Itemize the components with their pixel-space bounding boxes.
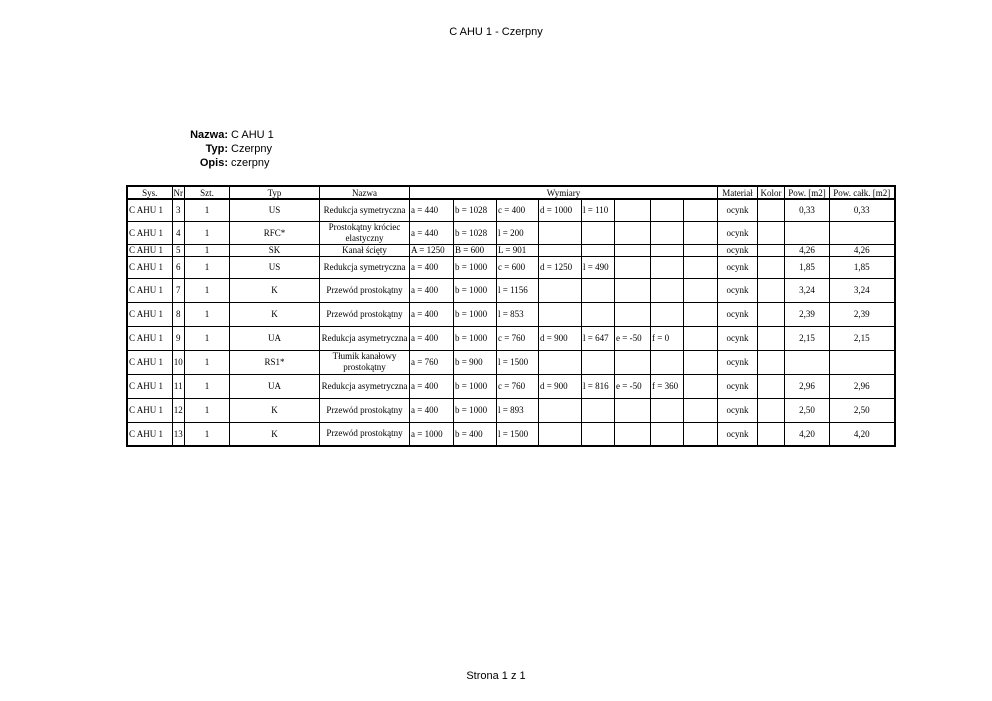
table-row — [127, 326, 895, 350]
cell-dimension: a = 440 — [410, 221, 454, 244]
cell-kolor — [758, 398, 785, 422]
cell-pow: 2,50 — [785, 398, 830, 422]
cell-szt: 1 — [185, 244, 230, 256]
cell-dimension: a = 440 — [410, 199, 454, 221]
cell-material: ocynk — [718, 221, 758, 244]
cell-sys: C AHU 1 — [127, 244, 172, 256]
cell-dimension — [651, 199, 684, 221]
cell-nr: 8 — [172, 302, 185, 326]
cell-pow: 3,24 — [785, 278, 830, 302]
cell-dimension — [539, 398, 582, 422]
cell-sys: C AHU 1 — [127, 302, 172, 326]
cell-dimension — [684, 350, 718, 374]
table-row — [127, 374, 895, 398]
cell-material: ocynk — [718, 244, 758, 256]
cell-material: ocynk — [718, 278, 758, 302]
cell-dimension — [651, 278, 684, 302]
header-szt: Szt. — [185, 186, 230, 199]
cell-dimension: a = 400 — [410, 256, 454, 278]
cell-dimension — [684, 398, 718, 422]
table-row — [127, 302, 895, 326]
cell-szt: 1 — [185, 350, 230, 374]
cell-kolor — [758, 244, 785, 256]
meta-row-typ — [160, 142, 274, 156]
cell-pow-calk: 2,15 — [830, 326, 895, 350]
cell-nazwa: Kanał ścięty — [320, 244, 410, 256]
cell-dimension — [615, 244, 651, 256]
cell-dimension: c = 760 — [497, 374, 539, 398]
cell-dimension: b = 1000 — [454, 326, 497, 350]
cell-dimension — [539, 302, 582, 326]
cell-typ: UA — [230, 374, 320, 398]
cell-dimension: b = 1000 — [454, 374, 497, 398]
cell-dimension — [615, 422, 651, 446]
table-row — [127, 221, 895, 244]
cell-dimension: a = 400 — [410, 374, 454, 398]
cell-pow: 2,39 — [785, 302, 830, 326]
cell-pow: 4,26 — [785, 244, 830, 256]
cell-typ: K — [230, 278, 320, 302]
cell-dimension: l = 200 — [497, 221, 539, 244]
cell-pow: 2,15 — [785, 326, 830, 350]
cell-typ: SK — [230, 244, 320, 256]
cell-nazwa: Redukcja symetryczna — [320, 256, 410, 278]
cell-dimension: e = -50 — [615, 326, 651, 350]
cell-typ: K — [230, 398, 320, 422]
cell-pow: 1,85 — [785, 256, 830, 278]
header-wymiary: Wymiary — [410, 186, 718, 199]
cell-dimension: l = 853 — [497, 302, 539, 326]
cell-kolor — [758, 326, 785, 350]
cell-nazwa: Tłumik kanałowy prostokątny — [320, 350, 410, 374]
cell-nr: 13 — [172, 422, 185, 446]
cell-material: ocynk — [718, 398, 758, 422]
cell-kolor — [758, 199, 785, 221]
cell-nr: 5 — [172, 244, 185, 256]
cell-typ: RFC* — [230, 221, 320, 244]
cell-material: ocynk — [718, 350, 758, 374]
cell-szt: 1 — [185, 221, 230, 244]
cell-dimension — [582, 278, 615, 302]
cell-dimension: l = 816 — [582, 374, 615, 398]
cell-pow-calk: 4,20 — [830, 422, 895, 446]
meta-block — [160, 128, 274, 170]
cell-dimension: b = 900 — [454, 350, 497, 374]
cell-kolor — [758, 278, 785, 302]
cell-dimension: f = 0 — [651, 326, 684, 350]
cell-dimension — [651, 422, 684, 446]
cell-material: ocynk — [718, 256, 758, 278]
cell-dimension — [539, 221, 582, 244]
cell-dimension: d = 900 — [539, 374, 582, 398]
cell-dimension — [684, 221, 718, 244]
meta-value: czerpny — [231, 157, 270, 169]
header-typ: Typ — [230, 186, 320, 199]
table-row — [127, 256, 895, 278]
cell-nr: 7 — [172, 278, 185, 302]
cell-dimension — [651, 256, 684, 278]
cell-nr: 12 — [172, 398, 185, 422]
cell-pow-calk: 2,96 — [830, 374, 895, 398]
table-row — [127, 199, 895, 221]
cell-kolor — [758, 221, 785, 244]
cell-dimension: b = 1000 — [454, 278, 497, 302]
cell-pow — [785, 350, 830, 374]
cell-dimension — [539, 422, 582, 446]
meta-label: Nazwa: — [190, 129, 228, 141]
cell-nazwa: Przewód prostokątny — [320, 278, 410, 302]
cell-dimension: l = 1500 — [497, 422, 539, 446]
cell-material: ocynk — [718, 302, 758, 326]
cell-dimension: B = 600 — [454, 244, 497, 256]
cell-dimension: a = 1000 — [410, 422, 454, 446]
cell-dimension: c = 760 — [497, 326, 539, 350]
cell-nr: 4 — [172, 221, 185, 244]
page-footer: Strona 1 z 1 — [466, 670, 526, 682]
cell-dimension: b = 1000 — [454, 256, 497, 278]
cell-dimension: e = -50 — [615, 374, 651, 398]
meta-label: Typ: — [205, 143, 228, 155]
cell-dimension: c = 600 — [497, 256, 539, 278]
cell-typ: K — [230, 302, 320, 326]
table-body — [127, 199, 895, 446]
cell-dimension: c = 400 — [497, 199, 539, 221]
cell-dimension — [615, 398, 651, 422]
cell-dimension: a = 400 — [410, 326, 454, 350]
cell-pow-calk — [830, 350, 895, 374]
cell-szt: 1 — [185, 422, 230, 446]
cell-dimension — [684, 326, 718, 350]
header-nr: Nr — [173, 187, 183, 198]
table-header-row — [127, 186, 895, 199]
cell-dimension: d = 1000 — [539, 199, 582, 221]
cell-dimension — [651, 398, 684, 422]
cell-dimension: l = 1500 — [497, 350, 539, 374]
cell-szt: 1 — [185, 278, 230, 302]
cell-dimension — [615, 350, 651, 374]
cell-sys: C AHU 1 — [127, 374, 172, 398]
cell-pow-calk: 1,85 — [830, 256, 895, 278]
cell-pow: 0,33 — [785, 199, 830, 221]
cell-dimension — [684, 374, 718, 398]
cell-dimension: l = 490 — [582, 256, 615, 278]
table-row — [127, 244, 895, 256]
cell-sys: C AHU 1 — [127, 350, 172, 374]
cell-dimension — [615, 302, 651, 326]
cell-dimension: l = 1156 — [497, 278, 539, 302]
table-row — [127, 278, 895, 302]
cell-dimension: a = 400 — [410, 278, 454, 302]
cell-dimension — [684, 256, 718, 278]
table-row — [127, 398, 895, 422]
cell-dimension: a = 400 — [410, 398, 454, 422]
cell-dimension — [615, 221, 651, 244]
cell-material: ocynk — [718, 422, 758, 446]
cell-typ: RS1* — [230, 350, 320, 374]
cell-kolor — [758, 256, 785, 278]
table-row — [127, 422, 895, 446]
cell-dimension — [615, 278, 651, 302]
cell-szt: 1 — [185, 326, 230, 350]
cell-dimension: b = 1028 — [454, 199, 497, 221]
cell-sys: C AHU 1 — [127, 398, 172, 422]
header-pow: Pow. [m2] — [785, 186, 830, 199]
cell-pow: 2,96 — [785, 374, 830, 398]
cell-material: ocynk — [718, 326, 758, 350]
cell-typ: US — [230, 199, 320, 221]
cell-dimension — [539, 244, 582, 256]
cell-dimension — [615, 256, 651, 278]
cell-szt: 1 — [185, 374, 230, 398]
cell-dimension: a = 400 — [410, 302, 454, 326]
cell-dimension: b = 1000 — [454, 398, 497, 422]
cell-nr: 6 — [172, 256, 185, 278]
header-kolor: Kolor — [758, 186, 785, 199]
cell-dimension — [651, 221, 684, 244]
header-nazwa: Nazwa — [320, 186, 410, 199]
cell-nazwa: Przewód prostokątny — [320, 398, 410, 422]
cell-dimension: l = 647 — [582, 326, 615, 350]
cell-pow-calk: 2,50 — [830, 398, 895, 422]
cell-dimension — [684, 199, 718, 221]
cell-nazwa: Redukcja asymetryczna — [320, 374, 410, 398]
cell-typ: K — [230, 422, 320, 446]
cell-nr: 9 — [172, 326, 185, 350]
header-material: Materiał — [718, 186, 758, 199]
cell-sys: C AHU 1 — [127, 326, 172, 350]
meta-value: C AHU 1 — [231, 129, 274, 141]
cell-pow-calk: 4,26 — [830, 244, 895, 256]
cell-dimension: l = 893 — [497, 398, 539, 422]
cell-dimension: b = 1028 — [454, 221, 497, 244]
cell-kolor — [758, 422, 785, 446]
cell-szt: 1 — [185, 256, 230, 278]
cell-typ: UA — [230, 326, 320, 350]
cell-dimension: b = 1000 — [454, 302, 497, 326]
cell-dimension — [582, 221, 615, 244]
cell-dimension: l = 110 — [582, 199, 615, 221]
cell-kolor — [758, 302, 785, 326]
cell-dimension — [582, 422, 615, 446]
elements-table — [126, 185, 896, 447]
cell-dimension — [582, 350, 615, 374]
cell-nr: 11 — [172, 374, 185, 398]
cell-nazwa: Przewód prostokątny — [320, 302, 410, 326]
header-sys: Sys. — [127, 186, 172, 199]
cell-dimension — [651, 244, 684, 256]
cell-dimension — [582, 244, 615, 256]
cell-kolor — [758, 350, 785, 374]
cell-dimension — [539, 350, 582, 374]
cell-material: ocynk — [718, 199, 758, 221]
cell-dimension — [651, 350, 684, 374]
cell-kolor — [758, 374, 785, 398]
cell-dimension — [684, 422, 718, 446]
cell-dimension — [582, 302, 615, 326]
cell-typ: US — [230, 256, 320, 278]
cell-dimension — [615, 199, 651, 221]
cell-szt: 1 — [185, 398, 230, 422]
cell-sys: C AHU 1 — [127, 221, 172, 244]
cell-pow-calk — [830, 221, 895, 244]
cell-dimension: L = 901 — [497, 244, 539, 256]
cell-dimension — [651, 302, 684, 326]
cell-nazwa: Prostokątny króciec elastyczny — [320, 221, 410, 244]
cell-dimension — [539, 278, 582, 302]
cell-dimension: d = 900 — [539, 326, 582, 350]
cell-pow-calk: 0,33 — [830, 199, 895, 221]
cell-dimension — [684, 278, 718, 302]
cell-pow: 4,20 — [785, 422, 830, 446]
cell-nr: 3 — [172, 199, 185, 221]
meta-row-opis — [160, 156, 274, 170]
cell-dimension — [684, 244, 718, 256]
cell-dimension: a = 760 — [410, 350, 454, 374]
cell-nazwa: Przewód prostokątny — [320, 422, 410, 446]
cell-dimension — [582, 398, 615, 422]
cell-dimension: A = 1250 — [410, 244, 454, 256]
page-title: C AHU 1 - Czerpny — [449, 26, 543, 38]
table-row — [127, 350, 895, 374]
cell-nr: 10 — [172, 350, 185, 374]
cell-pow-calk: 3,24 — [830, 278, 895, 302]
cell-nazwa: Redukcja asymetryczna — [320, 326, 410, 350]
meta-row-nazwa — [160, 128, 274, 142]
cell-material: ocynk — [718, 374, 758, 398]
cell-szt: 1 — [185, 199, 230, 221]
cell-sys: C AHU 1 — [127, 278, 172, 302]
meta-label: Opis: — [199, 157, 228, 169]
cell-sys: C AHU 1 — [127, 199, 172, 221]
cell-dimension — [684, 302, 718, 326]
cell-dimension: f = 360 — [651, 374, 684, 398]
cell-sys: C AHU 1 — [127, 256, 172, 278]
cell-dimension: d = 1250 — [539, 256, 582, 278]
cell-szt: 1 — [185, 302, 230, 326]
header-pow-calk: Pow. całk. [m2] — [830, 186, 895, 199]
meta-value: Czerpny — [231, 143, 272, 155]
cell-sys: C AHU 1 — [127, 422, 172, 446]
cell-nazwa: Redukcja symetryczna — [320, 199, 410, 221]
cell-dimension: b = 400 — [454, 422, 497, 446]
cell-pow-calk: 2,39 — [830, 302, 895, 326]
cell-pow — [785, 221, 830, 244]
